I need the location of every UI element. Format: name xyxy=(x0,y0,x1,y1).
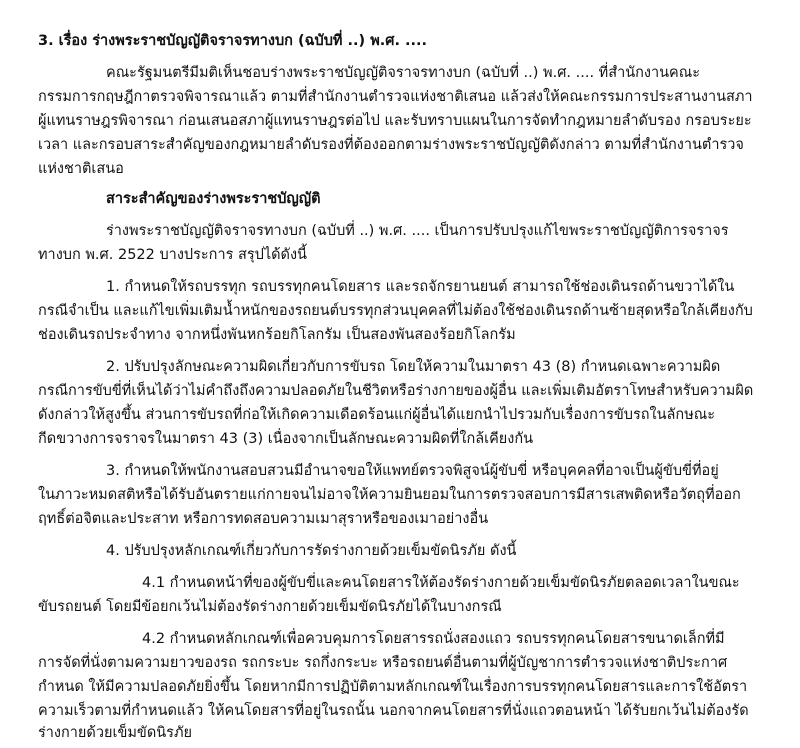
item-2-line: กรณีการขับขี่ที่เห็นได้ว่าไม่คำถึงถึงความปลอดภัยในชีวิตหรือร่างกายของผู้อื่น และเพิ่มเติมอัตราโทษสำหรับความผิด xyxy=(38,383,754,399)
item-4-2-line: ร่างกายด้วยเข็มขัดนิรภัย xyxy=(38,725,192,741)
item-4-2-line: ความเร็วตามที่กำหนดแล้ว ให้คนโดยสารที่อยู่ในรถนั้น นอกจากคนโดยสารที่นั่งแถวตอนหน้า ได้รับยกเว้นไม่ต้องรัด xyxy=(38,703,749,719)
item-4-1-line: ขับรถยนต์ โดยมีข้อยกเว้นไม่ต้องรัดร่างกายด้วยเข็มขัดนิรภัยได้ในบางกรณี xyxy=(38,599,502,615)
intro-line: คณะรัฐมนตรีมีมติเห็นชอบร่างพระราชบัญญัติจราจรทางบก (ฉบับที่ ..) พ.ศ. .... ที่สำนักงานคณะ xyxy=(106,65,700,81)
item-1-line: ช่องเดินรถประจำทาง จากหนึ่งพันหกร้อยกิโลกรัม เป็นสองพันสองร้อยกิโลกรัม xyxy=(38,327,516,343)
item-2-line: 2. ปรับปรุงลักษณะความผิดเกี่ยวกับการขับรถ โดยให้ความในมาตรา 43 (8) กำหนดเฉพาะความผิด xyxy=(106,359,721,375)
item-3-line: 3. กำหนดให้พนักงานสอบสวนมีอำนาจขอให้แพทย์ตรวจพิสูจน์ผู้ขับขี่ หรือบุคคลที่อาจเป็นผู้ขับขี่ที่อยู่ xyxy=(106,463,719,479)
summary-line: ทางบก พ.ศ. 2522 บางประการ สรุปได้ดังนี้ xyxy=(38,247,307,263)
item-4-2-line: กำหนด ให้มีความปลอดภัยยิ่งขึ้น โดยหากมีการปฏิบัติตามหลักเกณฑ์ในเรื่องการบรรทุกคนโดยสารและการใช้อัตรา xyxy=(38,679,748,695)
item-3-line: ฤทธิ์ต่อจิตและประสาท หรือการทดสอบความเมาสุราหรือของเมาอย่างอื่น xyxy=(38,511,489,527)
subheading: สาระสำคัญของร่างพระราชบัญญัติ xyxy=(106,191,321,207)
item-1-line: กรณีจำเป็น และแก้ไขเพิ่มเติมน้ำหนักของรถยนต์บรรทุกส่วนบุคคลที่ไม่ต้องใช้ช่องเดินรถด้านซ้ายสุดหรือใกล้เคียงกับ xyxy=(38,303,753,319)
summary-line: ร่างพระราชบัญญัติจราจรทางบก (ฉบับที่ ..) พ.ศ. .... เป็นการปรับปรุงแก้ไขพระราชบัญญัติการจราจร xyxy=(106,223,729,239)
item-1-line: 1. กำหนดให้รถบรรทุก รถบรรทุกคนโดยสาร และรถจักรยานยนต์ สามารถใช้ช่องเดินรถด้านขวาได้ใน xyxy=(106,279,735,295)
item-2-line: ดังกล่าวให้สูงขึ้น ส่วนการขับรถที่ก่อให้เกิดความเดือดร้อนแก่ผู้อื่นได้แยกนำไปรวมกับเรื่องการขับรถในลักษณะ xyxy=(38,407,716,423)
intro-line: แห่งชาติเสนอ xyxy=(38,161,124,177)
section-title: 3. เรื่อง ร่างพระราชบัญญัติจราจรทางบก (ฉบับที่ ..) พ.ศ. .... xyxy=(38,33,428,49)
intro-line: กรรมการกฤษฎีกาตรวจพิจารณาแล้ว ตามที่สำนักงานตำรวจแห่งชาติเสนอ แล้วส่งให้คณะกรรมการประสานงานสภา xyxy=(38,89,753,105)
item-2-line: กีดขวางการจราจรในมาตรา 43 (3) เนื่องจากเป็นลักษณะความผิดที่ใกล้เคียงกัน xyxy=(38,431,534,447)
item-4-line: 4. ปรับปรุงหลักเกณฑ์เกี่ยวกับการรัดร่างกายด้วยเข็มขัดนิรภัย ดังนี้ xyxy=(106,543,517,559)
item-3-line: ในภาวะหมดสติหรือได้รับอันตรายแก่กายจนไม่อาจให้ความยินยอมในการตรวจสอบการมีสารเสพติดหรือวัตถุที่ออก xyxy=(38,487,741,503)
intro-line: เวลา และกรอบสาระสำคัญของกฎหมายลำดับรองที่ต้องออกตามร่างพระราชบัญญัติดังกล่าว ตามที่สำนักงานตำรวจ xyxy=(38,137,744,153)
item-4-1-line: 4.1 กำหนดหน้าที่ของผู้ขับขี่และคนโดยสารให้ต้องรัดร่างกายด้วยเข็มขัดนิรภัยตลอดเวลาในขณะ xyxy=(142,575,740,591)
intro-line: ผู้แทนราษฎรพิจารณา ก่อนเสนอสภาผู้แทนราษฎรต่อไป และรับทราบแผนในการจัดทำกฎหมายลำดับรอง กรอบระยะ xyxy=(38,113,752,129)
item-4-2-line: 4.2 กำหนดหลักเกณฑ์เพื่อควบคุมการโดยสารรถนั่งสองแถว รถบรรทุกคนโดยสารขนาดเล็กที่มี xyxy=(142,631,725,647)
item-4-2-line: การจัดที่นั่งตามความยาวของรถ รถกระบะ รถกึ่งกระบะ หรือรถยนต์อื่นตามที่ผู้บัญชาการตำรวจแห่งชาติประกาศ xyxy=(38,655,728,671)
